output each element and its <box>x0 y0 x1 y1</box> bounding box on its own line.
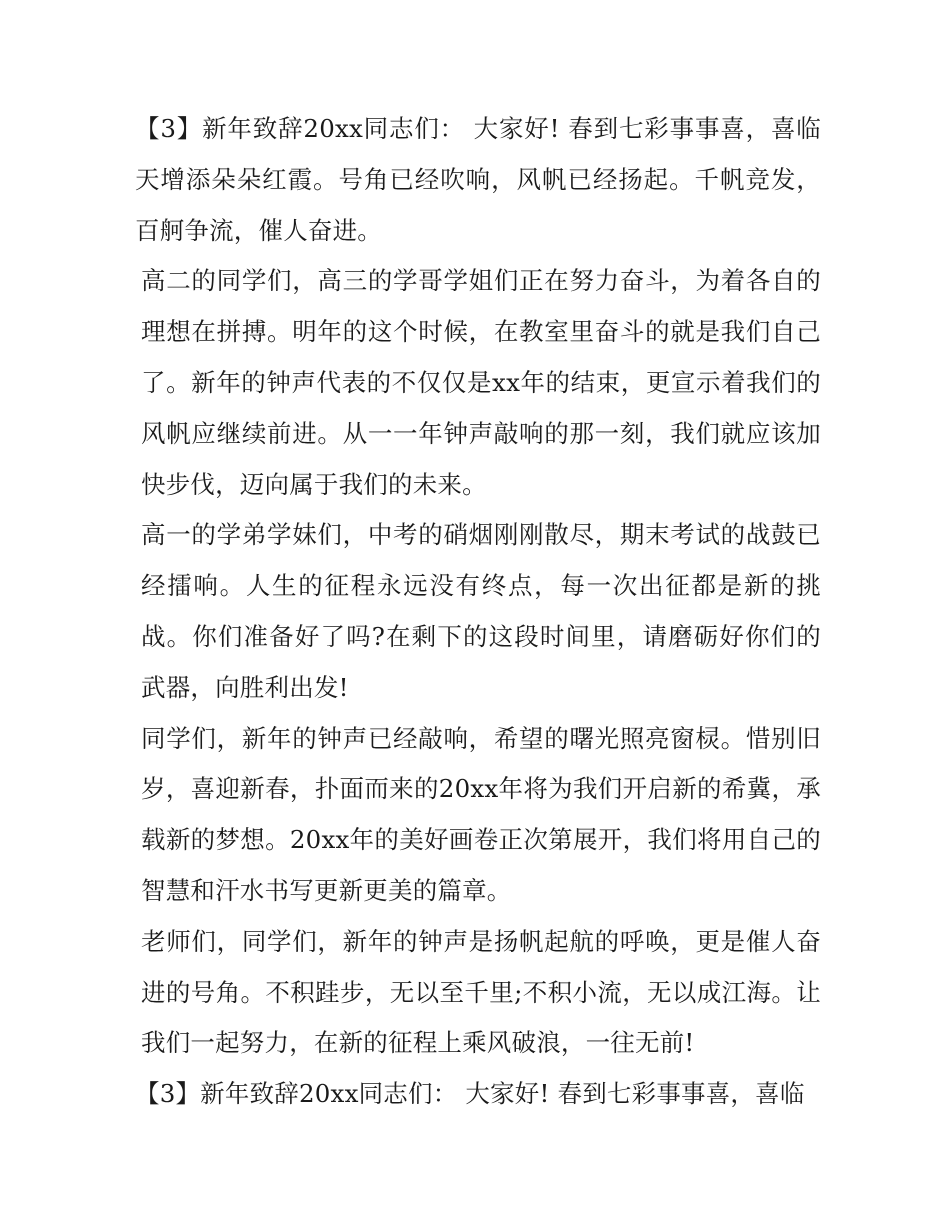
paragraph-3: 高一的学弟学妹们，中考的硝烟刚刚散尽，期末考试的战鼓已经擂响。人生的征程永远没有终点，每一次出征都是新的挑战。你们准备好了吗?在剩下的这段时间里，请磨砺好你们的武器，向胜利出发! <box>141 520 821 702</box>
paragraph-2: 高二的同学们，高三的学哥学姐们正在努力奋斗，为着各自的理想在拼搏。明年的这个时候，在教室里奋斗的就是我们自己了。新年的钟声代表的不仅仅是xx年的结束，更宣示着我们的风帆应继续前进。从一一年钟声敲响的那一刻，我们就应该加快步伐，迈向属于我们的未来。 <box>141 266 821 499</box>
paragraph-6: 【3】新年致辞20xx同志们： 大家好! 春到七彩事事喜，喜临 <box>135 1079 805 1109</box>
document-body <box>135 104 821 1120</box>
paragraph-4: 同学们，新年的钟声已经敲响，希望的曙光照亮窗棂。惜别旧岁，喜迎新春，扑面而来的20xx年将为我们开启新的希冀，承载新的梦想。20xx年的美好画卷正次第展开，我们将用自己的智慧和汗水书写更新更美的篇章。 <box>141 723 821 905</box>
paragraph-1: 【3】新年致辞20xx同志们： 大家好! 春到七彩事事喜，喜临天增添朵朵红霞。号角已经吹响，风帆已经扬起。千帆竞发，百舸争流，催人奋进。 <box>135 114 821 245</box>
paragraph-5: 老师们，同学们，新年的钟声是扬帆起航的呼唤，更是催人奋进的号角。不积跬步，无以至千里;不积小流，无以成江海。让我们一起努力，在新的征程上乘风破浪，一往无前! <box>141 926 821 1058</box>
